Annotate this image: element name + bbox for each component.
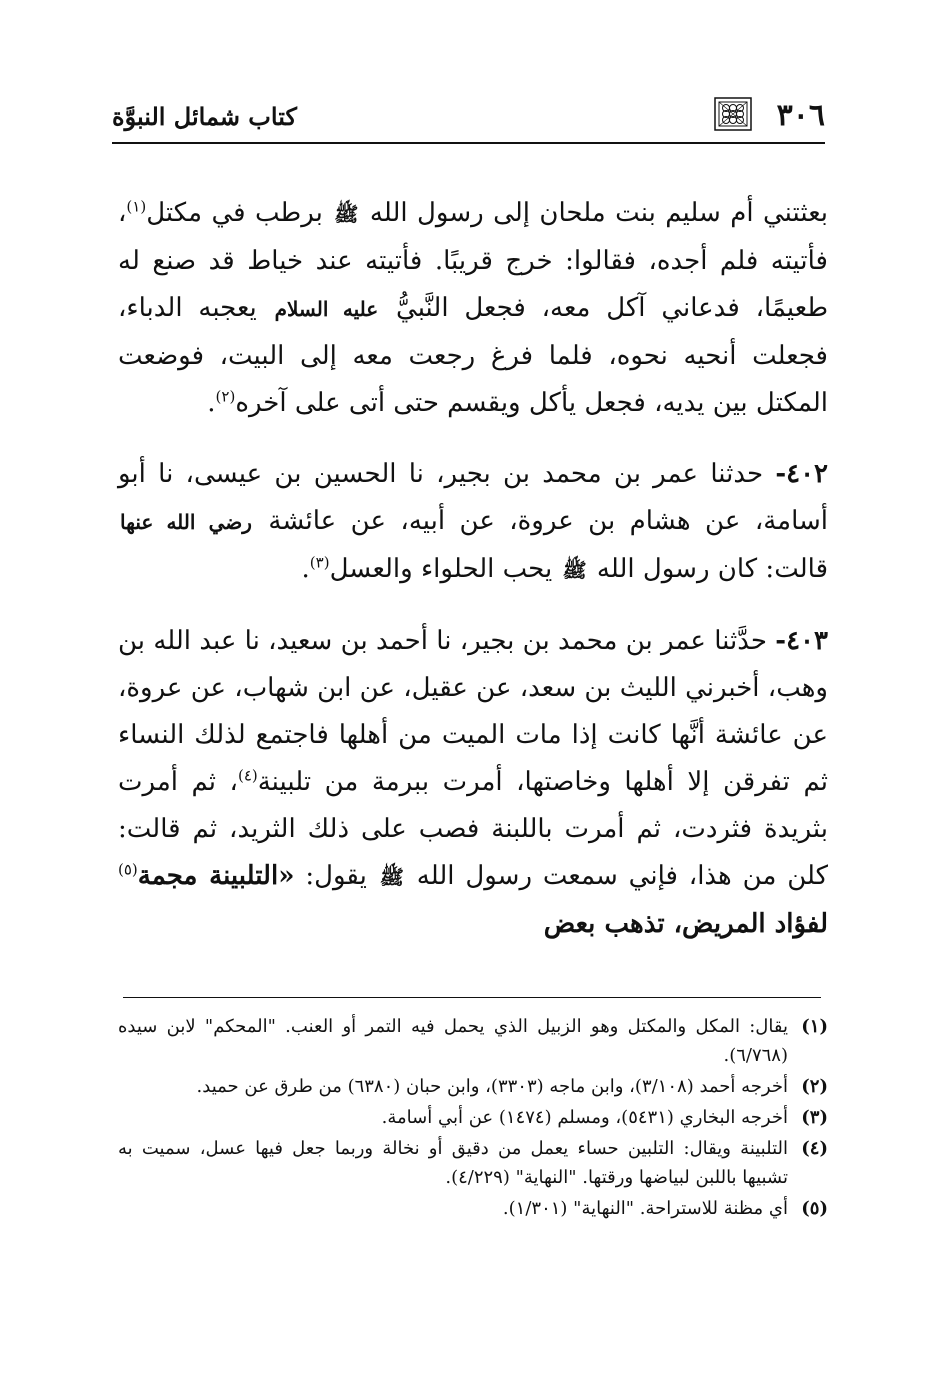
text-run: يحب الحلواء والعسل bbox=[329, 554, 553, 584]
footnote-4 bbox=[118, 1134, 828, 1192]
footnote-ref-5[interactable]: (٥) bbox=[118, 860, 138, 879]
footnote-ref-1[interactable]: (١) bbox=[126, 197, 147, 216]
salla-symbol: ﷺ bbox=[334, 202, 359, 226]
footnote-ref-2[interactable]: (٢) bbox=[215, 387, 236, 406]
footnote-1 bbox=[118, 1012, 828, 1070]
footnote-number: (١) bbox=[801, 1016, 828, 1037]
hadith-number: ٤٠٢- bbox=[775, 459, 829, 489]
footnote-text: أخرجه البخاري (٥٤٣١)، ومسلم (١٤٧٤) عن أبي أسامة. bbox=[381, 1107, 788, 1128]
text-run: قالت: كان رسول الله bbox=[596, 554, 828, 584]
hadith-number: ٤٠٣- bbox=[775, 626, 828, 656]
footnote-5 bbox=[118, 1194, 828, 1223]
text-run: حدثنا عمر بن محمد بن بجير، نا الحسين بن عيسى، نا أبو أسامة، عن هشام بن عروة، عن أبيه، عن عائشة bbox=[118, 459, 829, 536]
alayhi-symbol: عليه السلام bbox=[274, 297, 379, 321]
footnote-number: (٤) bbox=[801, 1138, 828, 1159]
book-title: كتاب شمائل النبوَّة bbox=[112, 102, 297, 131]
text-run: بعثتني أم سليم بنت ملحان إلى رسول الله bbox=[369, 198, 828, 228]
text-run: . bbox=[301, 554, 310, 584]
footnote-text: يقال: المكل والمكتل وهو الزبيل الذي يحمل فيه التمر أو العنب. "المحكم" لابن سيده (٦/٧٦٨). bbox=[118, 1016, 788, 1066]
footnote-ref-4[interactable]: (٤) bbox=[237, 766, 258, 785]
footnote-divider bbox=[123, 997, 821, 998]
footnote-text: التلبينة ويقال: التلبين حساء يعمل من دقيق أو نخالة وربما جعل فيها عسل، سميت به تشبيها باللبن لبياضها ورقتها. "النهاية" (٤/٢٢٩). bbox=[118, 1138, 788, 1188]
footnote-text: أي مظنة للاستراحة. "النهاية" (١/٣٠١). bbox=[502, 1198, 788, 1219]
salla-symbol: ﷺ bbox=[379, 865, 404, 889]
text-run: ، فأتيته فلم أجده، فقالوا: خرج قريبًا. فأتيته عند خياط قد صنع له طعيمًا، فدعاني آكل معه، فجعل النَّبيُّ bbox=[118, 198, 829, 323]
arabesque-ornament-icon bbox=[713, 96, 753, 132]
text-run: برطب في مكتل bbox=[146, 198, 323, 228]
footnotes bbox=[118, 1012, 828, 1225]
radiya-symbol: رضي الله عنها bbox=[120, 510, 252, 534]
text-run: حدَّثنا عمر بن محمد بن بجير، نا أحمد بن سعيد، نا عبد الله بن وهب، أخبرني الليث بن سعد، عن عقيل، عن ابن شهاب، عن عروة، عن عائشة أنَّها كانت إذا مات الميت من أهلها فاجتمع لذلك النساء ثم تفرقن إلا أهلها وخاصتها، أمرت ببرمة من تلبينة bbox=[118, 626, 828, 797]
footnote-ref-3[interactable]: (٣) bbox=[309, 553, 330, 572]
hadith-quote: «التلبينة مجمة bbox=[137, 861, 295, 891]
footnote-number: (٣) bbox=[801, 1107, 828, 1128]
hadith-403 bbox=[118, 618, 828, 948]
footnote-2 bbox=[118, 1072, 828, 1101]
hadith-402 bbox=[118, 451, 828, 594]
footnote-number: (٥) bbox=[801, 1198, 828, 1219]
running-header bbox=[112, 92, 825, 144]
hadith-quote: لفؤاد المريض، تذهب بعض bbox=[543, 909, 828, 939]
text-run: يقول: bbox=[305, 861, 367, 891]
paragraph-continuation bbox=[118, 190, 828, 427]
text-run: يعجبه الدباء، فجعلت أنحيه نحوه، فلما فرغ رجعت معه إلى البيت، فوضعت المكتل بين يديه، فجعل يأكل ويقسم حتى أتى على آخره bbox=[118, 293, 828, 418]
main-text bbox=[118, 190, 828, 948]
footnote-3 bbox=[118, 1103, 828, 1132]
page-number: ٣٠٦ bbox=[776, 98, 825, 133]
salla-symbol: ﷺ bbox=[562, 558, 587, 582]
text-run: . bbox=[207, 388, 216, 418]
footnote-number: (٢) bbox=[801, 1076, 828, 1097]
footnote-text: أخرجه أحمد (٣/١٠٨)، وابن ماجه (٣٣٠٣)، وابن حبان (٦٣٨٠) من طرق عن حميد. bbox=[196, 1076, 788, 1097]
text-run: ، ثم أمرت بثريدة فثردت، ثم أمرت باللبنة فصب على ذلك الثريد، ثم قالت: كلن من هذا، فإني سمعت رسول الله bbox=[118, 767, 829, 891]
